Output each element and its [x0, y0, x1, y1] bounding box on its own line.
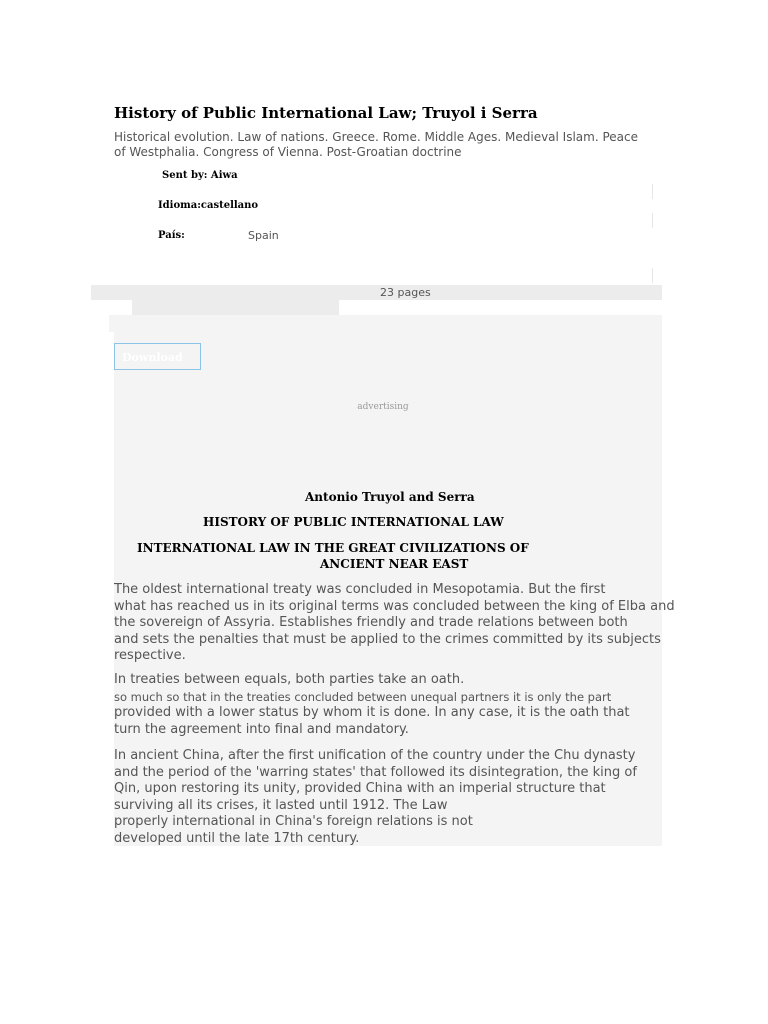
- pages-bar: [91, 285, 662, 300]
- text-line: In treaties between equals, both parties take an oath.: [114, 672, 465, 687]
- text-line: properly international in China's foreign relations is not: [114, 814, 473, 829]
- language-label: Idioma:castellano: [158, 200, 259, 211]
- country-label: País:: [158, 230, 185, 241]
- advertising-label: advertising: [357, 402, 409, 412]
- text-line: what has reached us in its original terms was concluded between the king of Elba and: [114, 598, 675, 614]
- download-button[interactable]: Download: [114, 343, 201, 370]
- document-title: History of Public International Law; Truyol i Serra: [114, 104, 538, 122]
- text-line: the sovereign of Assyria. Establishes friendly and trade relations between both: [114, 615, 628, 630]
- text-line: In ancient China, after the first unification of the country under the Chu dynasty: [114, 748, 636, 763]
- text-line: respective.: [114, 648, 186, 663]
- page-count: 23 pages: [380, 286, 431, 299]
- paragraph-1: [114, 582, 675, 665]
- text-line: and sets the penalties that must be applied to the crimes committed by its subjects: [114, 631, 661, 647]
- divider: [652, 213, 653, 228]
- toolbar-tab: [132, 300, 339, 315]
- paragraph-3: [114, 748, 637, 847]
- document-subheading-line2: ANCIENT NEAR EAST: [320, 557, 469, 571]
- text-line: surviving all its crises, it lasted until 1912. The Law: [114, 797, 448, 813]
- text-line: developed until the late 17th century.: [114, 830, 360, 846]
- text-line: so much so that in the treaties concluded between unequal partners it is only the part: [114, 689, 612, 704]
- document-summary: Historical evolution. Law of nations. Greece. Rome. Middle Ages. Medieval Islam. Peace of Westphalia. Congress of Vienna. Post-Groatian doctrine: [114, 130, 639, 159]
- divider: [652, 184, 653, 199]
- country-value: Spain: [248, 229, 279, 242]
- text-line: and the period of the 'warring states' that followed its disintegration, the king of: [114, 764, 637, 780]
- author-name: Antonio Truyol and Serra: [305, 490, 475, 504]
- text-line: Qin, upon restoring its unity, provided China with an imperial structure that: [114, 781, 606, 796]
- document-heading: HISTORY OF PUBLIC INTERNATIONAL LAW: [203, 515, 504, 529]
- text-line: The oldest international treaty was concluded in Mesopotamia. But the first: [114, 582, 606, 597]
- document-subheading: INTERNATIONAL LAW IN THE GREAT CIVILIZATIONS OF: [137, 541, 529, 555]
- divider: [652, 268, 653, 283]
- text-line: provided with a lower status by whom it is done. In any case, it is the oath that: [114, 705, 630, 720]
- sent-by: Sent by: Aiwa: [162, 170, 238, 181]
- text-line: turn the agreement into final and mandatory.: [114, 721, 409, 737]
- paragraph-2: [114, 672, 630, 738]
